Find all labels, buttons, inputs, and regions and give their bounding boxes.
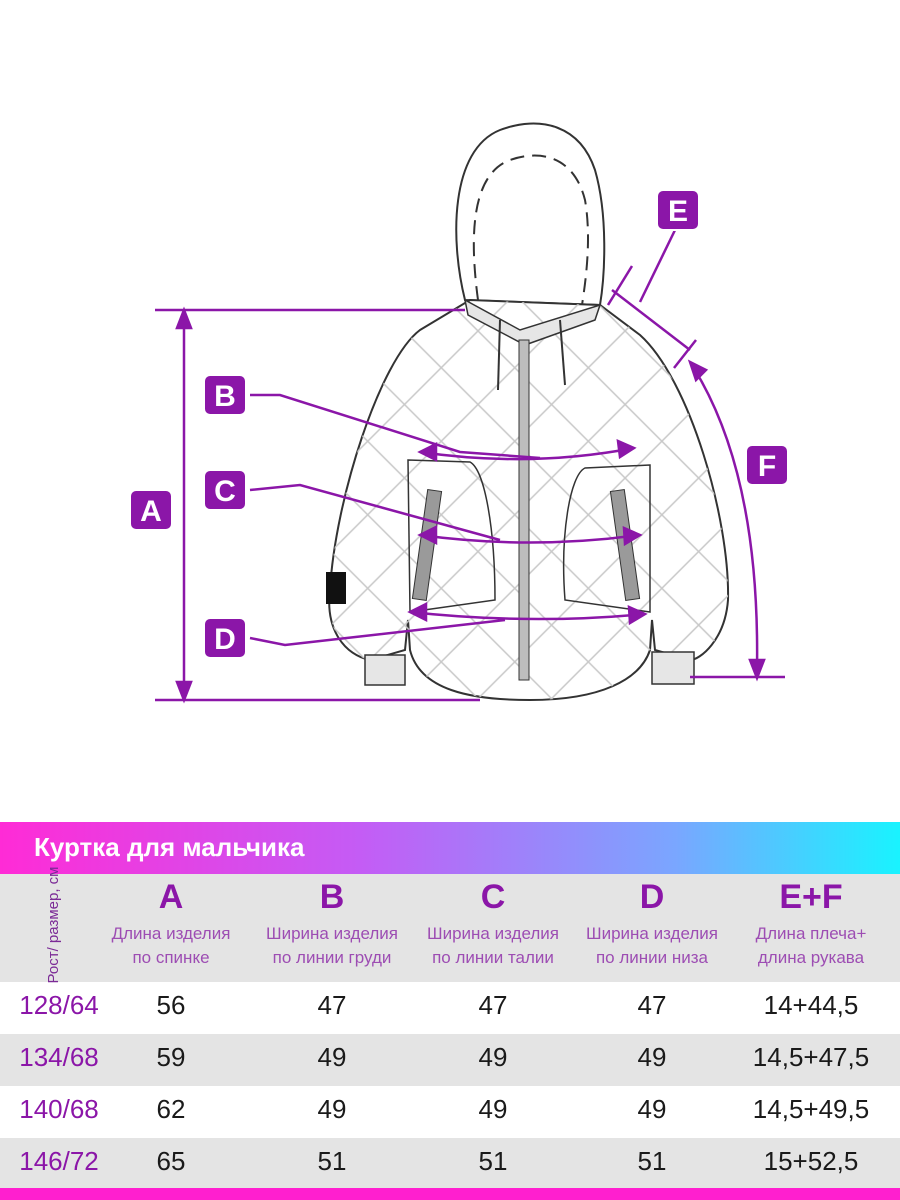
value-cell-a: 65 bbox=[156, 1146, 186, 1176]
value-cell-d: 49 bbox=[637, 1094, 667, 1124]
value-cell-ef: 14,5+47,5 bbox=[752, 1042, 870, 1072]
size-column-header bbox=[22, 866, 82, 984]
table-row bbox=[0, 982, 900, 1034]
col-head-b: B bbox=[319, 878, 345, 916]
col-head-d: D bbox=[639, 878, 665, 916]
value-cell-c: 49 bbox=[478, 1094, 508, 1124]
col-desc-d bbox=[577, 922, 727, 970]
table-title: Куртка для мальчика bbox=[34, 832, 305, 862]
col-head-ef: E+F bbox=[779, 878, 843, 916]
col-desc-ef-line1: Длина плеча+ bbox=[755, 924, 867, 943]
col-desc-ef bbox=[736, 922, 886, 970]
table-title-banner bbox=[0, 822, 900, 874]
size-cell: 146/72 bbox=[19, 1146, 99, 1176]
label-e: E bbox=[667, 195, 689, 228]
jacket-hood bbox=[456, 123, 604, 305]
label-c: C bbox=[214, 475, 236, 508]
col-desc-a-line2: по спинке bbox=[132, 948, 210, 967]
label-b: B bbox=[214, 380, 236, 413]
label-d: D bbox=[214, 623, 236, 656]
size-cell: 140/68 bbox=[19, 1094, 99, 1124]
col-head-a: A bbox=[158, 878, 184, 916]
value-cell-b: 49 bbox=[317, 1042, 347, 1072]
value-cell-d: 47 bbox=[637, 990, 667, 1020]
value-cell-c: 47 bbox=[478, 990, 508, 1020]
bottom-accent-bar bbox=[0, 1188, 900, 1200]
col-desc-a bbox=[96, 922, 246, 970]
table-row bbox=[0, 1086, 900, 1138]
value-cell-ef: 14+44,5 bbox=[763, 990, 859, 1020]
value-cell-b: 47 bbox=[317, 990, 347, 1020]
jacket-body bbox=[326, 300, 728, 700]
col-desc-b-line1: Ширина изделия bbox=[266, 924, 398, 943]
value-cell-a: 62 bbox=[156, 1094, 186, 1124]
col-desc-b-line2: по линии груди bbox=[272, 948, 392, 967]
value-cell-c: 49 bbox=[478, 1042, 508, 1072]
col-desc-c-line1: Ширина изделия bbox=[427, 924, 559, 943]
value-cell-a: 59 bbox=[156, 1042, 186, 1072]
col-desc-b bbox=[257, 922, 407, 970]
size-cell: 134/68 bbox=[19, 1042, 99, 1072]
value-cell-b: 51 bbox=[317, 1146, 347, 1176]
col-desc-d-line2: по линии низа bbox=[595, 948, 709, 967]
value-cell-a: 56 bbox=[156, 990, 186, 1020]
size-column-header-text: Рост/ размер, см bbox=[45, 866, 62, 984]
value-cell-d: 49 bbox=[637, 1042, 667, 1072]
value-cell-d: 51 bbox=[637, 1146, 667, 1176]
col-desc-ef-line2: длина рукава bbox=[757, 948, 865, 967]
table-row bbox=[0, 1034, 900, 1086]
size-cell: 128/64 bbox=[19, 990, 99, 1020]
value-cell-ef: 15+52,5 bbox=[763, 1146, 859, 1176]
col-head-c: C bbox=[480, 878, 506, 916]
value-cell-b: 49 bbox=[317, 1094, 347, 1124]
label-a: A bbox=[140, 495, 162, 528]
col-desc-c-line2: по линии талии bbox=[432, 948, 554, 967]
table-row bbox=[0, 1138, 900, 1190]
col-desc-d-line1: Ширина изделия bbox=[586, 924, 718, 943]
value-cell-ef: 14,5+49,5 bbox=[752, 1094, 870, 1124]
col-desc-a-line1: Длина изделия bbox=[111, 924, 231, 943]
col-desc-c bbox=[418, 922, 568, 970]
label-f: F bbox=[757, 450, 777, 483]
value-cell-c: 51 bbox=[478, 1146, 508, 1176]
